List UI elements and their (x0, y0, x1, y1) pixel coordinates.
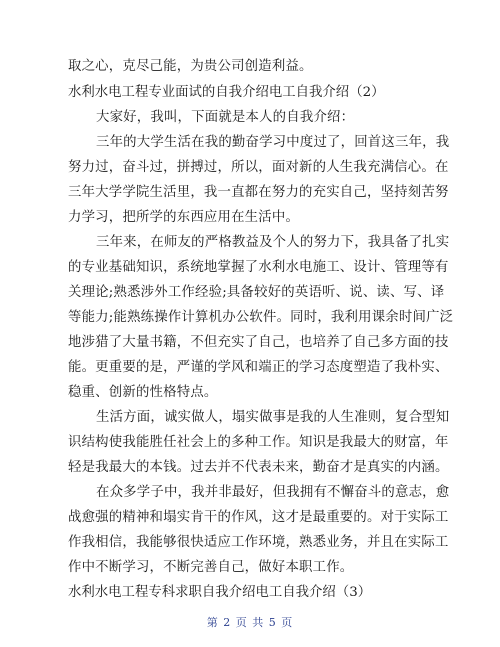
text-line: 能。更重要的是，严谨的学风和端正的学习态度塑造了我朴实、 (68, 360, 449, 375)
text-line: 关理论;熟悉涉外工作经验;具备较好的英语听、说、读、写、译 (68, 285, 445, 300)
section-heading: 水利水电工程专科求职自我介绍电工自我介绍（3） (68, 585, 372, 600)
text-line: 稳重、创新的性格特点。 (68, 385, 218, 400)
text-line: 地涉猎了大量书籍，不但充实了自己，也培养了自己多方面的技 (68, 335, 449, 350)
section-heading: 水利水电工程专业面试的自我介绍电工自我介绍（2） (68, 85, 385, 100)
text-line: 等能力;能熟练操作计算机办公软件。同时，我利用课余时间广泛 (68, 310, 454, 325)
text-line: 轻是我最大的本钱。过去并不代表未来，勤奋才是真实的内涵。 (68, 460, 449, 475)
text-line: 的专业基础知识，系统地掌握了水利水电施工、设计、管理等有 (68, 260, 449, 275)
page-number-footer: 第 2 页 共 5 页 (206, 616, 294, 629)
text-line: 取之心，克尽己能，为贵公司创造利益。 (68, 59, 313, 74)
text-line: 力学习，把所学的东西应用在生活中。 (68, 210, 300, 225)
text-line: 努力过，奋斗过，拼搏过，所以，面对新的人生我充满信心。在 (68, 160, 449, 175)
text-line: 在众多学子中，我并非最好，但我拥有不懈奋斗的意志，愈 (96, 485, 450, 500)
text-line: 三年大学学院生活里，我一直都在努力的充实自己，坚持刻苦努 (68, 185, 449, 200)
text-line: 三年来，在师友的严格教益及个人的努力下，我具备了扎实 (96, 235, 450, 250)
text-line: 大家好，我叫，下面就是本人的自我介绍： (96, 110, 355, 125)
text-line: 三年的大学生活在我的勤奋学习中度过了，回首这三年，我 (96, 135, 450, 150)
text-line: 作我相信，我能够很快适应工作环境，熟悉业务，并且在实际工 (68, 535, 449, 550)
text-line: 作中不断学习，不断完善自己，做好本职工作。 (68, 560, 354, 575)
text-line: 识结构使我能胜任社会上的多种工作。知识是我最大的财富，年 (68, 435, 449, 450)
text-line: 生活方面，诚实做人，塌实做事是我的人生准则，复合型知 (96, 410, 450, 425)
text-line: 战愈强的精神和塌实肯干的作风，这才是最重要的。对于实际工 (68, 510, 449, 525)
